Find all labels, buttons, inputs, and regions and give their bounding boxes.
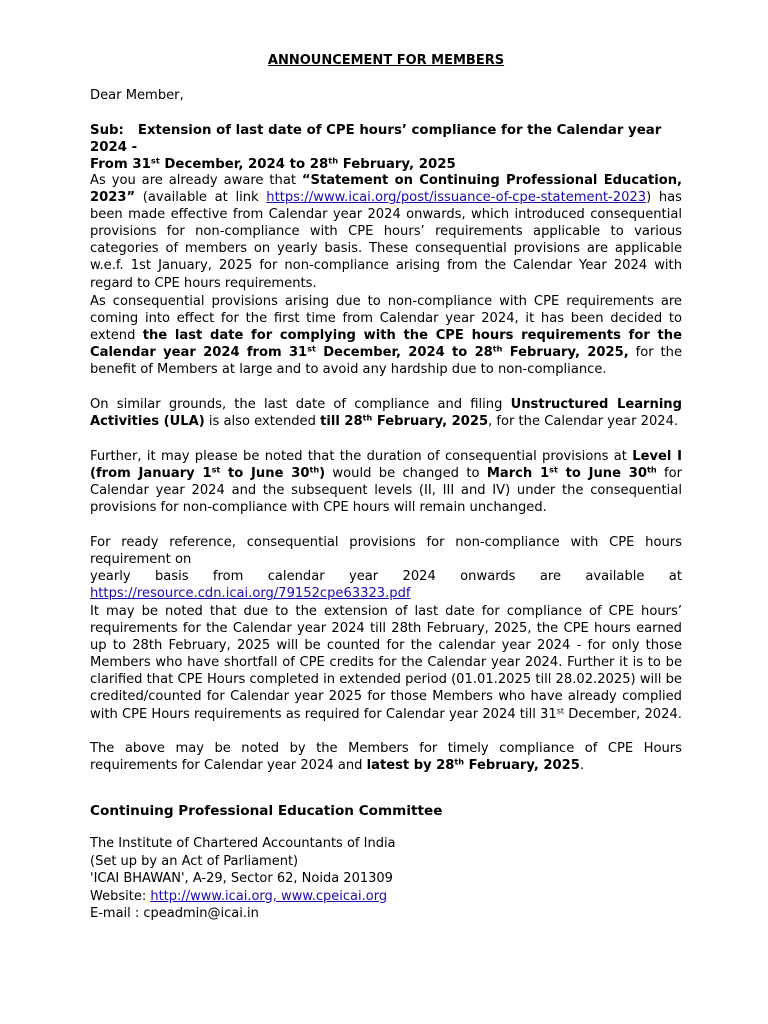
subject-text-1: Extension of last date of CPE hours’ compliance for the Calendar year 2024 - xyxy=(90,123,662,156)
para4-bold-d: March 1 xyxy=(486,466,550,482)
subject-sup-1: st xyxy=(150,155,160,166)
para4-sup-3: st xyxy=(549,464,558,475)
para3-bold-b: till 28 xyxy=(320,414,363,430)
para6-sup-1: st xyxy=(556,705,565,716)
para7-text-a: The above may be noted by the Members for timely compliance of CPE Hours requirements for Calendar year 2024 and xyxy=(90,741,682,774)
para5-line-3 xyxy=(90,585,682,602)
paragraph-ula xyxy=(90,396,682,430)
subject-line-2 xyxy=(90,156,682,173)
signature-block xyxy=(90,835,396,923)
para3-bold-c: February, 2025 xyxy=(372,414,489,430)
paragraph-credit-note xyxy=(90,603,682,723)
para3-bold-a: Unstructured Learning Activities (ULA) xyxy=(90,397,682,430)
para5-word: basis xyxy=(154,569,189,585)
para1-text-c: ) has been made effective from Calendar year 2024 onwards, which introduced consequential provisions for non-compliance with CPE hours’ requirements applicable to various categories of members on yearly basis. These consequential provisions are applicable w.e.f. 1st January, 2025 for non-compliance arising from the Calendar Year 2024 with regard to CPE hours requirements. xyxy=(90,190,682,291)
para5-line-2 xyxy=(90,568,682,585)
para5-line-1: For ready reference, consequential provisions for non-compliance with CPE hours requirement on xyxy=(90,535,682,568)
para5-word: at xyxy=(668,569,682,585)
para4-text-a: Further, it may please be noted that the duration of consequential provisions at xyxy=(90,449,633,464)
email-line: E-mail : cpeadmin@icai.in xyxy=(90,906,259,922)
para2-bold-a: the last date for complying with the CPE hours requirements for the Calendar year 2024 from 31 xyxy=(90,328,682,361)
para4-sup-1: st xyxy=(211,464,221,475)
website-line xyxy=(90,888,396,906)
website-link[interactable]: http://www.icai.org, www.cpeicai.org xyxy=(150,888,388,904)
para2-text-b: for the benefit of Members at large and to avoid any hardship due to non-compliance. xyxy=(90,345,682,378)
subject-text-2a: From 31 xyxy=(90,157,151,173)
para5-word: 2024 xyxy=(402,569,436,585)
para2-bold-c: February, 2025, xyxy=(502,345,629,361)
para3-text-c: , for the Calendar year 2024. xyxy=(488,414,679,430)
para5-word: yearly xyxy=(90,569,131,585)
para7-bold-a: latest by 28 xyxy=(366,758,455,774)
greeting: Dear Member, xyxy=(90,88,184,103)
para4-bold-b: to June 30 xyxy=(220,466,310,482)
para7-sup-1: th xyxy=(454,756,465,767)
para4-bold-e: to June 30 xyxy=(557,466,647,482)
para1-text-a: As you are already aware that xyxy=(90,173,302,188)
subject-label: Sub: xyxy=(90,123,124,138)
para5-word: from xyxy=(212,569,244,585)
para5-word: available xyxy=(585,569,645,585)
para3-text-b: is also extended xyxy=(204,414,321,430)
subject-sup-2: th xyxy=(328,155,339,166)
subject-text-2c: February, 2025 xyxy=(338,157,456,173)
para4-sup-4: th xyxy=(646,464,657,475)
para7-text-b: . xyxy=(579,758,585,774)
para1-text-b: (available at link xyxy=(135,190,267,206)
website-label: Website: xyxy=(90,888,151,904)
cpe-provisions-pdf-link[interactable]: https://resource.cdn.icai.org/79152cpe63323.pdf xyxy=(90,586,411,602)
paragraph-levels xyxy=(90,448,682,516)
subject-line-1 xyxy=(90,122,682,156)
para3-sup-1: th xyxy=(362,412,373,423)
para2-bold-b: December, 2024 to 28 xyxy=(315,345,493,361)
paragraph-statement xyxy=(90,172,682,292)
org-act: (Set up by an Act of Parliament) xyxy=(90,853,299,869)
cpe-statement-link[interactable]: https://www.icai.org/post/issuance-of-cpe-statement-2023 xyxy=(266,190,647,206)
paragraph-closing xyxy=(90,740,682,774)
para4-text-b: would be changed to xyxy=(325,466,487,482)
para4-text-c: for Calendar year 2024 and the subsequent levels (II, III and IV) under the consequential provisions for non-compliance with CPE hours will remain unchanged. xyxy=(90,466,683,516)
org-address: 'ICAI BHAWAN', A-29, Sector 62, Noida 201309 xyxy=(90,871,393,887)
para2-sup-1: st xyxy=(307,343,316,354)
para6-text-b: December, 2024. xyxy=(564,706,682,722)
paragraph-reference xyxy=(90,534,682,602)
para5-word: onwards xyxy=(460,569,516,585)
para4-bold-c: ) xyxy=(319,466,326,482)
para5-word: calendar xyxy=(267,569,325,585)
para5-word: are xyxy=(539,569,562,585)
subject-line xyxy=(90,122,682,173)
para2-text-a: As consequential provisions arising due to non-compliance with CPE requirements are coming into effect for the first time from Calendar year 2024, it has been decided to extend xyxy=(90,294,682,344)
para2-sup-2: th xyxy=(492,343,503,354)
para4-bold-a: Level I (from January 1 xyxy=(90,449,682,482)
page-title: ANNOUNCEMENT FOR MEMBERS xyxy=(267,53,505,68)
para6-text-a: It may be noted that due to the extension of last date for compliance of CPE hours’ requirements for the Calendar year 2024 till 28th February, 2025, the CPE hours earned up to 28th February, 2025 will be counted for the calendar year 2024 - for only those Members who have shortfall of CPE credits for the Calendar year 2024. Further it is to be clarified that CPE Hours completed in extended period (01.01.2025 till 28.02.2025) will be credited/counted for Calendar year 2025 for those Members who have already complied with CPE Hours requirements as required for Calendar year 2024 till 31 xyxy=(90,604,682,722)
committee-name: Continuing Professional Education Committee xyxy=(90,803,443,819)
para1-statement-title: “Statement on Continuing Professional Education, 2023” xyxy=(90,173,682,206)
para3-text-a: On similar grounds, the last date of compliance and filing xyxy=(90,397,511,412)
paragraph-extension xyxy=(90,293,682,378)
para5-word: year xyxy=(348,569,379,585)
para4-sup-2: th xyxy=(309,464,320,475)
subject-text-2b: December, 2024 to 28 xyxy=(159,157,329,173)
para7-bold-b: February, 2025 xyxy=(464,758,580,774)
org-name: The Institute of Chartered Accountants of India xyxy=(90,836,396,851)
